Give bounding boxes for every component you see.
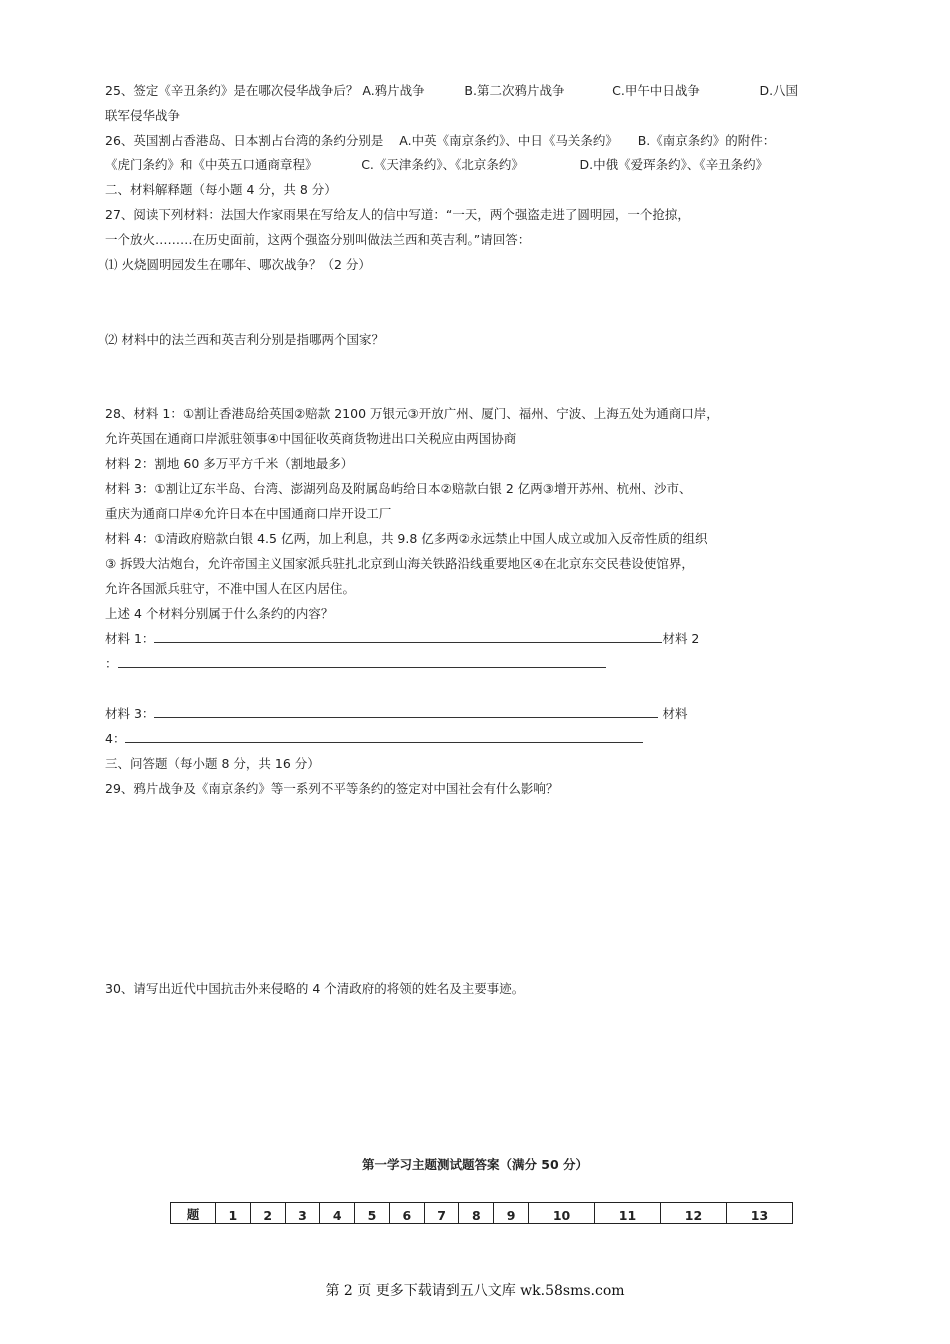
q28-line8: 允许各国派兵驻守，不准中国人在区内居住。 — [105, 581, 356, 596]
q28-line9: 上述 4 个材料分别属于什么条约的内容？ — [105, 606, 334, 621]
material1-answer-row — [105, 630, 865, 648]
material2-label: 材料 2 — [662, 631, 700, 646]
q25-line2: 联军侵华战争 — [105, 108, 181, 123]
answer-number-cell[interactable]: 4 — [320, 1203, 355, 1224]
answer-number-cell[interactable]: 6 — [389, 1203, 424, 1224]
q28-line6: 材料 4：①清政府赔款白银 4.5 亿两，加上利息，共 9.8 亿多两②永远禁止中国人成立或加入反帝性质的组织 — [105, 531, 708, 546]
q30-text: 30、请写出近代中国抗击外来侵略的 4 个清政府的将领的姓名及主要事迹。 — [105, 981, 525, 996]
material4-answer-row — [105, 730, 865, 748]
material2-answer-blank[interactable] — [118, 655, 606, 668]
answer-number-cell[interactable]: 5 — [355, 1203, 390, 1224]
answer-number-cell[interactable]: 12 — [661, 1203, 727, 1224]
material3-label: 材料 3： — [105, 706, 155, 721]
q28-line1: 28、材料 1：①割让香港岛给英国②赔款 2100 万银元③开放广州、厦门、福州、宁波、上海五处为通商口岸， — [105, 406, 719, 421]
answer-number-cell[interactable]: 13 — [726, 1203, 792, 1224]
answer-table-row — [171, 1203, 793, 1224]
answer-number-cell[interactable]: 3 — [285, 1203, 320, 1224]
page-footer: 第 2 页 更多下载请到五八文库 wk.58sms.com — [325, 1283, 625, 1299]
material2-colon: ： — [105, 656, 118, 671]
q29-text: 29、鸦片战争及《南京条约》等一系列不平等条约的签定对中国社会有什么影响？ — [105, 781, 559, 796]
answer-number-cell[interactable]: 9 — [494, 1203, 529, 1224]
answer-table — [170, 1202, 793, 1224]
q27-sub2: ⑵ 材料中的法兰西和英吉利分别是指哪两个国家？ — [105, 332, 384, 347]
q27-line2: 一个放火………在历史面前，这两个强盗分别叫做法兰西和英吉利。”请回答： — [105, 232, 531, 247]
q28-line7: ③ 拆毁大沽炮台，允许帝国主义国家派兵驻扎北京到山海关铁路沿线重要地区④在北京东交民巷设使馆界， — [105, 556, 694, 571]
answer-number-cell[interactable]: 7 — [424, 1203, 459, 1224]
q28-line5: 重庆为通商口岸④允许日本在中国通商口岸开设工厂 — [105, 506, 392, 521]
q27-sub1: ⑴ 火烧圆明园发生在哪年、哪次战争？（2 分） — [105, 257, 371, 272]
material3-answer-blank[interactable] — [154, 705, 658, 718]
q27-line1: 27、阅读下列材料：法国大作家雨果在写给友人的信中写道：“一天，两个强盗走进了圆明园，一个抢掠， — [105, 207, 690, 222]
material4-colon: 4： — [105, 731, 126, 746]
material3-answer-row — [105, 705, 865, 723]
material1-answer-blank[interactable] — [154, 630, 662, 643]
q28-line3: 材料 2：割地 60 多万平方千米（割地最多） — [105, 456, 354, 471]
q26-line2: 《虎门条约》和《中英五口通商章程》 C.《天津条约》、《北京条约》 D.中俄《爱珲条约》、《辛丑条约》 — [105, 157, 769, 172]
q28-line2: 允许英国在通商口岸派驻领事④中国征收英商货物进出口关税应由两国协商 — [105, 431, 517, 446]
answer-number-cell[interactable]: 11 — [595, 1203, 661, 1224]
answer-title: 第一学习主题测试题答案（满分 50 分） — [361, 1157, 589, 1172]
answer-number-cell[interactable]: 2 — [250, 1203, 285, 1224]
answer-number-cell[interactable]: 1 — [216, 1203, 251, 1224]
material4-answer-blank[interactable] — [125, 730, 643, 743]
material4-label: 材料 — [662, 706, 688, 721]
q28-line4: 材料 3：①割让辽东半岛、台湾、澎湖列岛及附属岛屿给日本②赔款白银 2 亿两③增开苏州、杭州、沙市、 — [105, 481, 692, 496]
q26-line1: 26、英国割占香港岛、日本割占台湾的条约分别是 A.中英《南京条约》、中日《马关条约》 B.《南京条约》的附件： — [105, 133, 776, 148]
q25-line1: 25、签定《辛丑条约》是在哪次侵华战争后？ A.鸦片战争 B.第二次鸦片战争 C.甲午中日战争 D.八国 — [105, 83, 799, 98]
material2-answer-row — [105, 655, 865, 673]
material1-label: 材料 1： — [105, 631, 155, 646]
answer-number-cell[interactable]: 8 — [459, 1203, 494, 1224]
answer-number-cell[interactable]: 10 — [529, 1203, 595, 1224]
section2-heading: 二、材料解释题（每小题 4 分，共 8 分） — [105, 182, 337, 197]
answer-table-header: 题 — [171, 1203, 216, 1224]
section3-heading: 三、问答题（每小题 8 分，共 16 分） — [105, 756, 320, 771]
